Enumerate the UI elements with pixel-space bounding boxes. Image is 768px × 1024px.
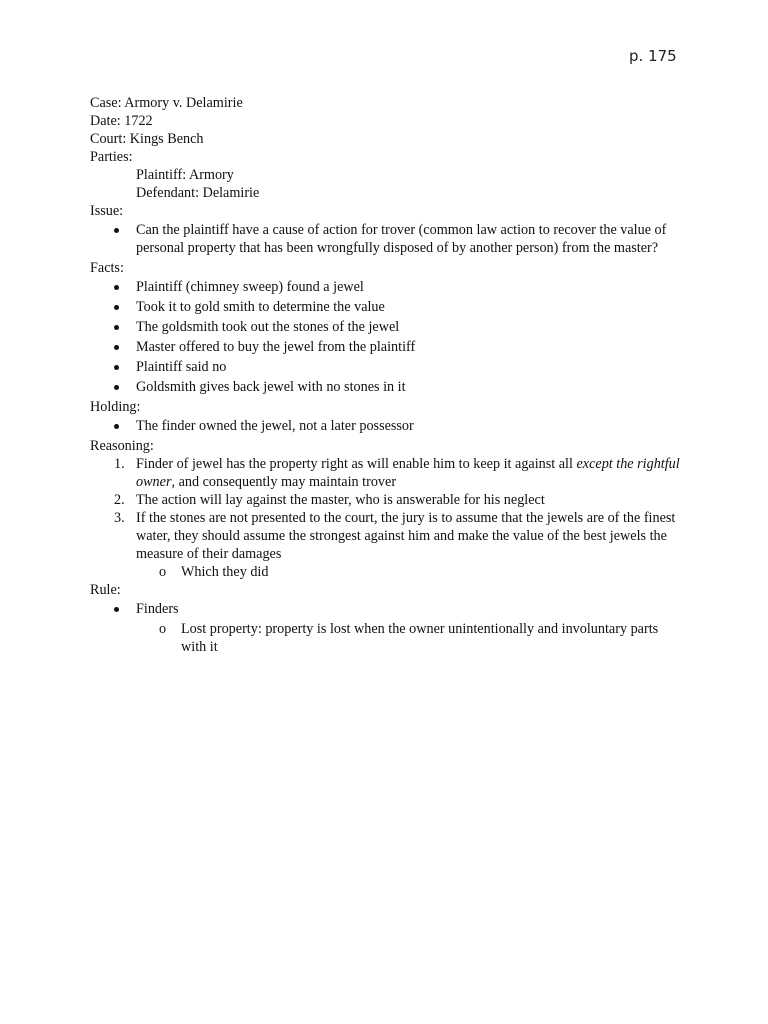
- fact-bullet: The goldsmith took out the stones of the jewel: [90, 318, 680, 336]
- issue-heading: Issue:: [90, 203, 124, 219]
- reasoning-item: [90, 455, 680, 491]
- reasoning-item: [90, 491, 680, 509]
- fact-bullet: Goldsmith gives back jewel with no stones in it: [90, 378, 680, 396]
- defendant-line: Defendant: Delamirie: [136, 185, 260, 201]
- rule-subtext: Lost property: property is lost when the owner unintentionally and involuntary parts with it: [181, 621, 659, 655]
- list-number: 1.: [114, 456, 125, 472]
- fact-bullet: Plaintiff (chimney sweep) found a jewel: [90, 278, 680, 296]
- reasoning-subtext: Which they did: [181, 564, 269, 580]
- reasoning-text: If the stones are not presented to the court, the jury is to assume that the jewels are of the finest water, they should assume the strongest against him and make the value of the best jewels the measure of their damages: [136, 510, 676, 562]
- reasoning-item: [90, 509, 680, 563]
- holding-heading: Holding:: [90, 399, 141, 415]
- page-number: p. 175: [629, 47, 677, 65]
- reasoning-subitem: [90, 563, 680, 581]
- holding-bullet: The finder owned the jewel, not a later possessor: [90, 417, 680, 435]
- case-title: Case: Armory v. Delamirie: [90, 95, 243, 111]
- reasoning-text: , and consequently may maintain trover: [171, 474, 397, 490]
- parties-heading: Parties:: [90, 149, 133, 165]
- sub-bullet-marker: o: [159, 564, 167, 580]
- rule-heading: Rule:: [90, 582, 121, 598]
- sub-bullet-marker: o: [159, 621, 167, 637]
- fact-bullet: Master offered to buy the jewel from the plaintiff: [90, 338, 680, 356]
- list-number: 2.: [114, 492, 125, 508]
- reasoning-text: The action will lay against the master, who is answerable for his neglect: [136, 492, 545, 508]
- list-number: 3.: [114, 510, 125, 526]
- reasoning-text: Finder of jewel has the property right as will enable him to keep it against all: [136, 456, 577, 472]
- facts-heading: Facts:: [90, 260, 124, 276]
- case-date: Date: 1722: [90, 113, 153, 129]
- reasoning-emphasis: except the rightful owner: [136, 456, 680, 490]
- issue-bullet: Can the plaintiff have a cause of action for trover (common law action to recover the value of personal property that has been wrongfully disposed of by another person) from the master?: [90, 221, 680, 257]
- reasoning-heading: Reasoning:: [90, 438, 154, 454]
- plaintiff-line: Plaintiff: Armory: [136, 167, 234, 183]
- case-brief: [90, 94, 680, 656]
- fact-bullet: Plaintiff said no: [90, 358, 680, 376]
- case-court: Court: Kings Bench: [90, 131, 204, 147]
- rule-subitem: [90, 620, 680, 656]
- rule-bullet: Finders: [90, 600, 680, 618]
- fact-bullet: Took it to gold smith to determine the value: [90, 298, 680, 316]
